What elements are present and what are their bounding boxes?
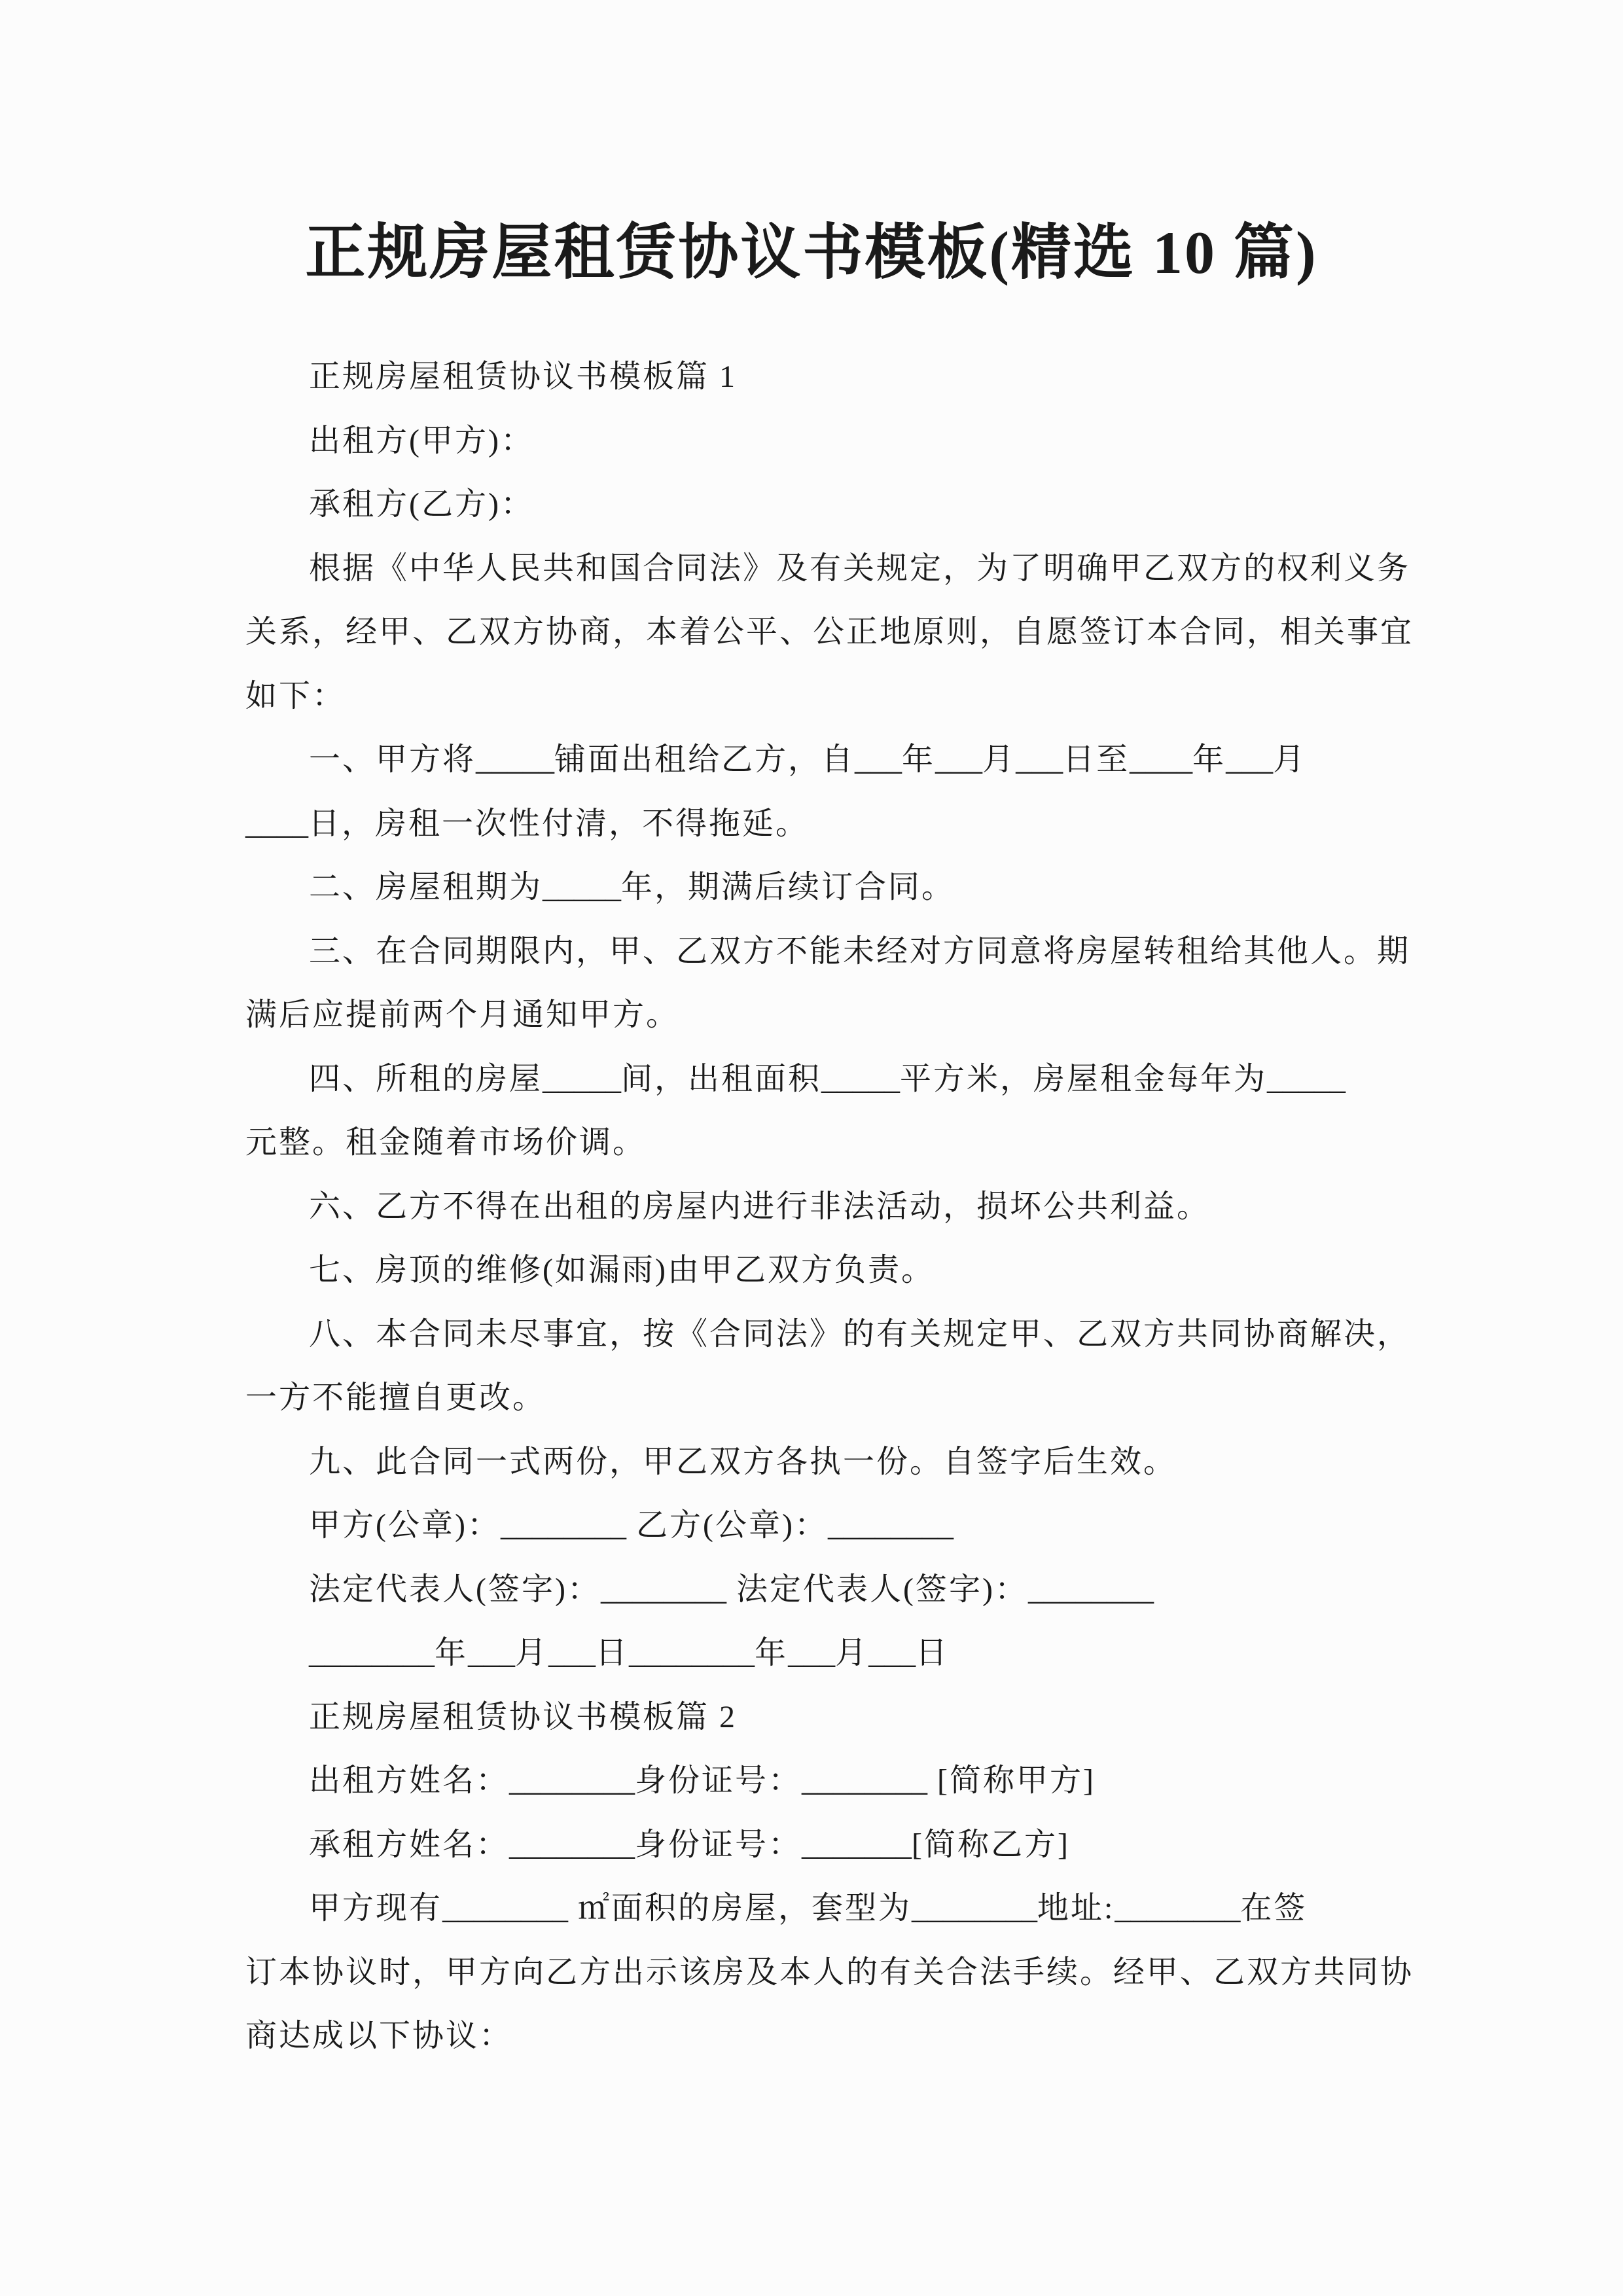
signature-line: 法定代表人(签字)：________ 法定代表人(签字)：________ xyxy=(309,1572,1154,1607)
document-line: 一方不能擅自更改。 xyxy=(245,1380,546,1415)
document-line: 一、甲方将_____铺面出租给乙方，自___年___月___日至____年___月 xyxy=(309,742,1307,777)
document-line: 商达成以下协议： xyxy=(245,2018,513,2053)
document-line: 九、此合同一式两份，甲乙双方各执一份。自签字后生效。 xyxy=(309,1444,1177,1479)
document-line: 七、房顶的维修(如漏雨)由甲乙双方负责。 xyxy=(309,1253,935,1287)
document-line: 根据《中华人民共和国合同法》及有关规定，为了明确甲乙双方的权利义务 xyxy=(309,551,1411,586)
section-heading: 正规房屋租赁协议书模板篇 2 xyxy=(309,1700,738,1734)
document-line: 二、房屋租期为_____年，期满后续订合同。 xyxy=(309,870,955,905)
signature-line: 甲方(公章)：________ 乙方(公章)：________ xyxy=(309,1508,954,1543)
document-line: 出租方姓名：________身份证号：________ [简称甲方] xyxy=(309,1763,1096,1798)
document-line: 关系，经甲、乙双方协商，本着公平、公正地原则，自愿签订本合同，相关事宜 xyxy=(245,615,1414,649)
document-line: 八、本合同未尽事宜，按《合同法》的有关规定甲、乙双方共同协商解决， xyxy=(309,1317,1411,1352)
document-line: 六、乙方不得在出租的房屋内进行非法活动，损坏公共利益。 xyxy=(309,1189,1211,1224)
document-line: 如下： xyxy=(245,679,346,713)
date-line: ________年___月___日________年___月___日 xyxy=(309,1636,950,1670)
document-line: 承租方姓名：________身份证号：_______[简称乙方] xyxy=(309,1827,1071,1862)
section-heading: 正规房屋租赁协议书模板篇 1 xyxy=(309,359,738,394)
document-line: 甲方现有________ ㎡面积的房屋，套型为________地址:________在签 xyxy=(309,1891,1308,1926)
document-line: 满后应提前两个月通知甲方。 xyxy=(245,997,680,1032)
document-line: 承租方(乙方)： xyxy=(309,487,534,522)
page-title: 正规房屋租赁协议书模板(精选 10 篇) xyxy=(305,219,1318,286)
document-line: 三、在合同期限内，甲、乙双方不能未经对方同意将房屋转租给其他人。期 xyxy=(309,934,1411,969)
document-line: 出租方(甲方)： xyxy=(309,423,534,458)
document-line: ____日，房租一次性付清，不得拖延。 xyxy=(245,806,810,841)
document-line: 订本协议时，甲方向乙方出示该房及本人的有关合法手续。经甲、乙双方共同协 xyxy=(245,1955,1414,1990)
document-line: 四、所租的房屋_____间，出租面积_____平方米，房屋租金每年为_____ xyxy=(309,1062,1346,1096)
document-line: 元整。租金随着市场价调。 xyxy=(245,1125,647,1160)
